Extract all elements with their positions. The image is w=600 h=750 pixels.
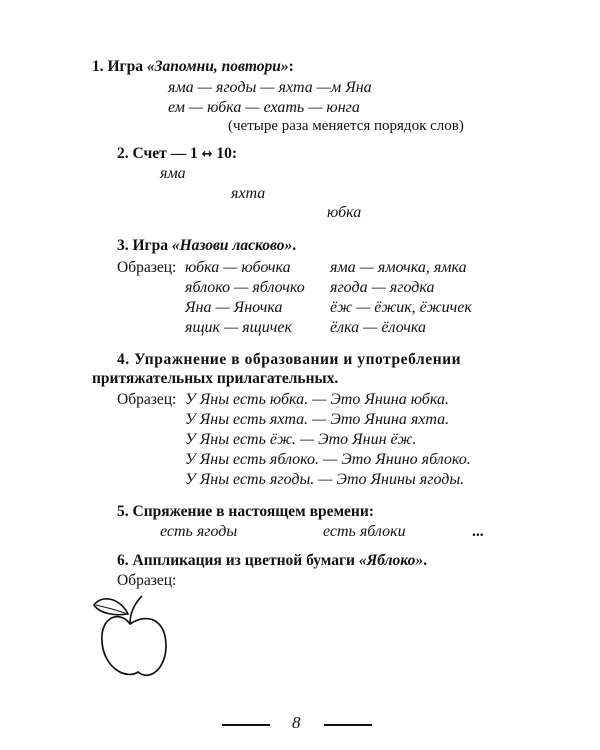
footer-rule-right xyxy=(324,724,372,726)
section-1-line-2: ем — юбка — ехать — юнга xyxy=(168,99,360,116)
apple-sketch-icon xyxy=(90,590,210,700)
footer-rule-left xyxy=(222,724,270,726)
section-4-line-1: У Яны есть юбка. — Это Янина юбка. xyxy=(185,391,449,408)
section-6-sample-label: Образец: xyxy=(117,572,177,589)
section-6-title: 6. Аппликация из цветной бумаги «Яблоко». xyxy=(117,552,427,569)
section-5-title: 5. Спряжение в настоящем времени: xyxy=(117,503,374,520)
section-4-sample-label: Образец: xyxy=(117,391,177,408)
section-3-row-1-left: юбка — юбочка xyxy=(185,259,291,276)
section-4-line-2: У Яны есть яхта. — Это Янина яхта. xyxy=(185,411,450,428)
section-3-row-3-left: Яна — Яночка xyxy=(185,299,283,316)
section-5-ellipsis: ... xyxy=(472,523,484,540)
section-1-note: (четыре раза меняется порядок слов) xyxy=(228,118,464,134)
section-3-row-4-right: ёлка — ёлочка xyxy=(330,319,426,336)
section-2-word-1: яма xyxy=(160,165,186,182)
bidirectional-arrow-icon: ↔ xyxy=(201,147,213,162)
section-3-sample-label: Образец: xyxy=(117,259,177,276)
section-4-title-line-1: 4. Упражнение в образовании и употреблении xyxy=(117,351,462,368)
section-5-word-1: есть ягоды xyxy=(160,523,238,540)
section-3-row-2-right: ягода — ягодка xyxy=(330,279,435,296)
section-4-line-5: У Яны есть ягоды. — Это Янины ягоды. xyxy=(185,471,465,488)
section-4-title-line-2: притяжательных прилагательных. xyxy=(92,370,339,387)
page-number: 8 xyxy=(292,713,301,732)
section-4-line-4: У Яны есть яблоко. — Это Янино яблоко. xyxy=(185,451,471,468)
section-3-row-3-right: ёж — ёжик, ёжичек xyxy=(330,299,472,316)
section-3-row-4-left: ящик — ящичек xyxy=(185,319,292,336)
section-2-title: 2. Счет — 1 ↔ 10: xyxy=(117,145,238,162)
section-3-row-2-left: яблоко — яблочко xyxy=(185,279,305,296)
section-2-word-3: юбка xyxy=(327,204,362,221)
section-2-word-2: яхта xyxy=(231,185,266,202)
section-3-title: 3. Игра «Назови ласково». xyxy=(117,237,297,254)
section-1-title: 1. Игра «Запомни, повтори»: xyxy=(92,58,294,75)
section-5-word-2: есть яблоки xyxy=(323,523,406,540)
section-4-line-3: У Яны есть ёж. — Это Янин ёж. xyxy=(185,431,417,448)
section-1-line-1: яма — ягоды — яхта —м Яна xyxy=(168,79,372,96)
section-3-row-1-right: яма — ямочка, ямка xyxy=(330,259,467,276)
